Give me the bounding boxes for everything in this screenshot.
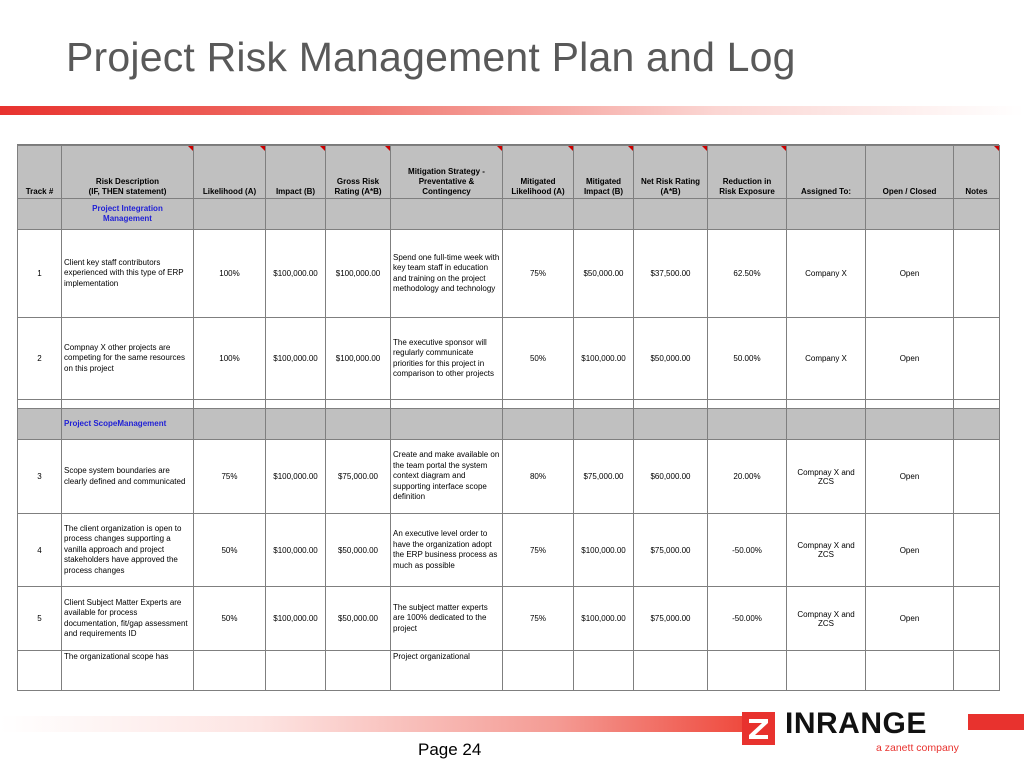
section-cell[interactable]	[194, 199, 266, 230]
cell-reduction[interactable]: 20.00%	[708, 440, 787, 514]
header-mitigated-impact[interactable]: Mitigated Impact (B)	[574, 146, 634, 199]
empty-cell[interactable]	[391, 400, 503, 409]
comment-marker-icon	[568, 146, 573, 151]
cell-impact[interactable]: $100,000.00	[266, 230, 326, 318]
cell-likelihood[interactable]: 100%	[194, 230, 266, 318]
cell-assigned-to[interactable]: Compnay X and ZCS	[787, 514, 866, 587]
cell-mitigation-strategy[interactable]: Spend one full-time week with key team staff in education and training on the project methodology and technology	[391, 230, 503, 318]
cell-net-risk-rating[interactable]: $75,000.00	[634, 514, 708, 587]
cell-notes[interactable]	[954, 230, 1000, 318]
cell-likelihood[interactable]: 75%	[194, 440, 266, 514]
slide-title: Project Risk Management Plan and Log	[66, 34, 796, 80]
cell-mitigated-likelihood[interactable]: 50%	[503, 318, 574, 400]
cell-mitigation-strategy[interactable]: Project organizational	[391, 651, 503, 691]
cell-risk-description[interactable]: The client organization is open to process changes supporting a vanilla approach and project stakeholders have approved the process changes	[62, 514, 194, 587]
cell-mitigated-likelihood[interactable]: 75%	[503, 514, 574, 587]
header-impact[interactable]: Impact (B)	[266, 146, 326, 199]
empty-cell[interactable]	[266, 400, 326, 409]
cell-reduction[interactable]: 62.50%	[708, 230, 787, 318]
cell-impact[interactable]: $100,000.00	[266, 440, 326, 514]
cell-impact[interactable]: $100,000.00	[266, 318, 326, 400]
section-cell[interactable]	[18, 199, 62, 230]
logo-accent-bar	[968, 714, 1024, 730]
section-cell[interactable]	[326, 409, 391, 440]
cell-assigned-to[interactable]	[787, 651, 866, 691]
cell-net-risk-rating[interactable]	[634, 651, 708, 691]
empty-cell[interactable]	[574, 400, 634, 409]
header-open-closed[interactable]: Open / Closed	[866, 146, 954, 199]
comment-marker-icon	[781, 146, 786, 151]
section-cell[interactable]	[18, 409, 62, 440]
cell-mitigated-likelihood[interactable]	[503, 651, 574, 691]
cell-impact[interactable]: $100,000.00	[266, 514, 326, 587]
empty-cell[interactable]	[326, 400, 391, 409]
empty-cell[interactable]	[634, 400, 708, 409]
header-likelihood[interactable]: Likelihood (A)	[194, 146, 266, 199]
section-row-integration	[18, 199, 1000, 230]
cell-notes[interactable]	[954, 587, 1000, 651]
table-row	[18, 230, 1000, 318]
cell-gross-risk[interactable]: $100,000.00	[326, 318, 391, 400]
section-cell[interactable]	[574, 409, 634, 440]
cell-risk-description[interactable]: Client Subject Matter Experts are available for process documentation, fit/gap assessment and requirements ID	[62, 587, 194, 651]
cell-likelihood[interactable]: 100%	[194, 318, 266, 400]
cell-notes[interactable]	[954, 514, 1000, 587]
empty-cell[interactable]	[62, 400, 194, 409]
page-number: Page 24	[418, 740, 482, 759]
cell-mitigation-strategy[interactable]: The executive sponsor will regularly communicate priorities for this project in comparison to other projects	[391, 318, 503, 400]
section-cell[interactable]	[708, 409, 787, 440]
cell-mitigated-likelihood[interactable]: 75%	[503, 587, 574, 651]
header-mitigation-strategy[interactable]: Mitigation Strategy - Preventative & Contingency	[391, 146, 503, 199]
cell-reduction[interactable]: 50.00%	[708, 318, 787, 400]
cell-risk-description[interactable]: Client key staff contributors experienced with this type of ERP implementation	[62, 230, 194, 318]
cell-net-risk-rating[interactable]: $50,000.00	[634, 318, 708, 400]
section-cell[interactable]	[954, 199, 1000, 230]
section-cell[interactable]	[708, 199, 787, 230]
cell-net-risk-rating[interactable]: $37,500.00	[634, 230, 708, 318]
section-cell[interactable]	[787, 199, 866, 230]
cell-reduction[interactable]: -50.00%	[708, 514, 787, 587]
empty-cell[interactable]	[866, 400, 954, 409]
risk-log-table	[17, 145, 1000, 691]
cell-track[interactable]: 5	[18, 587, 62, 651]
cell-likelihood[interactable]: 50%	[194, 587, 266, 651]
header-gross-risk[interactable]: Gross Risk Rating (A*B)	[326, 146, 391, 199]
section-cell[interactable]	[574, 199, 634, 230]
section-cell[interactable]	[954, 409, 1000, 440]
section-cell[interactable]	[634, 409, 708, 440]
table-row	[18, 587, 1000, 651]
cell-status[interactable]: Open	[866, 440, 954, 514]
cell-assigned-to[interactable]: Compnay X and ZCS	[787, 587, 866, 651]
cell-mitigated-impact[interactable]: $100,000.00	[574, 318, 634, 400]
header-net-risk-rating[interactable]: Net Risk Rating (A*B)	[634, 146, 708, 199]
cell-gross-risk[interactable]: $100,000.00	[326, 230, 391, 318]
cell-mitigated-impact[interactable]: $75,000.00	[574, 440, 634, 514]
header-track[interactable]: Track #	[18, 146, 62, 199]
cell-gross-risk[interactable]: $50,000.00	[326, 587, 391, 651]
section-cell[interactable]	[194, 409, 266, 440]
footer-gradient-band	[0, 716, 742, 732]
comment-marker-icon	[385, 146, 390, 151]
cell-risk-description[interactable]: The organizational scope has	[62, 651, 194, 691]
table-row	[18, 514, 1000, 587]
section-cell[interactable]	[634, 199, 708, 230]
header-assigned-to[interactable]: Assigned To:	[787, 146, 866, 199]
header-notes[interactable]: Notes	[954, 146, 1000, 199]
cell-track[interactable]: 4	[18, 514, 62, 587]
cell-reduction[interactable]	[708, 651, 787, 691]
section-title-scope[interactable]: Project ScopeManagement	[62, 409, 194, 440]
cell-mitigated-impact[interactable]	[574, 651, 634, 691]
table-row	[18, 440, 1000, 514]
empty-cell[interactable]	[708, 400, 787, 409]
cell-mitigated-likelihood[interactable]: 75%	[503, 230, 574, 318]
section-cell[interactable]	[326, 199, 391, 230]
section-cell[interactable]	[866, 199, 954, 230]
comment-marker-icon	[320, 146, 325, 151]
brand-name: INRANGE	[785, 707, 927, 740]
section-cell[interactable]	[503, 199, 574, 230]
cell-notes[interactable]	[954, 651, 1000, 691]
cell-assigned-to[interactable]: Compnay X and ZCS	[787, 440, 866, 514]
section-cell[interactable]	[391, 199, 503, 230]
cell-track[interactable]: 3	[18, 440, 62, 514]
risk-log-spreadsheet	[17, 145, 1001, 661]
header-reduction-exposure[interactable]: Reduction in Risk Exposure	[708, 146, 787, 199]
cell-mitigation-strategy[interactable]: An executive level order to have the organization adopt the ERP business process as much as possible	[391, 514, 503, 587]
comment-marker-icon	[628, 146, 633, 151]
cell-net-risk-rating[interactable]: $75,000.00	[634, 587, 708, 651]
brand-tagline: a zanett company	[876, 742, 959, 754]
section-cell[interactable]	[266, 199, 326, 230]
header-risk-description[interactable]: Risk Description (IF, THEN statement)	[62, 146, 194, 199]
section-title-integration[interactable]: Project Integration Management	[62, 199, 194, 230]
cell-mitigation-strategy[interactable]: Create and make available on the team portal the system context diagram and supporting interface scope definition	[391, 440, 503, 514]
cell-assigned-to[interactable]: Company X	[787, 318, 866, 400]
comment-marker-icon	[994, 146, 999, 151]
cell-gross-risk[interactable]: $75,000.00	[326, 440, 391, 514]
empty-cell[interactable]	[787, 400, 866, 409]
comment-marker-icon	[188, 146, 193, 151]
cell-gross-risk[interactable]: $50,000.00	[326, 514, 391, 587]
cell-likelihood[interactable]: 50%	[194, 514, 266, 587]
empty-cell[interactable]	[954, 400, 1000, 409]
cell-track[interactable]	[18, 651, 62, 691]
cell-notes[interactable]	[954, 318, 1000, 400]
cell-status[interactable]: Open	[866, 318, 954, 400]
cell-assigned-to[interactable]: Company X	[787, 230, 866, 318]
empty-cell[interactable]	[18, 400, 62, 409]
cell-impact[interactable]: $100,000.00	[266, 587, 326, 651]
cell-risk-description[interactable]: Compnay X other projects are competing for the same resources on this project	[62, 318, 194, 400]
empty-cell[interactable]	[194, 400, 266, 409]
header-mitigated-likelihood[interactable]: Mitigated Likelihood (A)	[503, 146, 574, 199]
cell-mitigated-impact[interactable]: $100,000.00	[574, 514, 634, 587]
cell-track[interactable]: 2	[18, 318, 62, 400]
section-cell[interactable]	[391, 409, 503, 440]
cell-status[interactable]: Open	[866, 230, 954, 318]
table-row-partial	[18, 651, 1000, 691]
spacer-row	[18, 400, 1000, 409]
cell-risk-description[interactable]: Scope system boundaries are clearly defined and communicated	[62, 440, 194, 514]
zanett-logo-icon	[742, 712, 775, 745]
section-row-scope	[18, 409, 1000, 440]
cell-status[interactable]: Open	[866, 514, 954, 587]
cell-notes[interactable]	[954, 440, 1000, 514]
section-cell[interactable]	[866, 409, 954, 440]
table-row	[18, 318, 1000, 400]
section-cell[interactable]	[787, 409, 866, 440]
comment-marker-icon	[702, 146, 707, 151]
cell-reduction[interactable]: -50.00%	[708, 587, 787, 651]
cell-gross-risk[interactable]	[326, 651, 391, 691]
comment-marker-icon	[260, 146, 265, 151]
title-underline-band	[0, 106, 1024, 115]
section-cell[interactable]	[503, 409, 574, 440]
empty-cell[interactable]	[503, 400, 574, 409]
cell-mitigated-impact[interactable]: $100,000.00	[574, 587, 634, 651]
comment-marker-icon	[497, 146, 502, 151]
cell-likelihood[interactable]	[194, 651, 266, 691]
z-letter-icon	[745, 715, 772, 742]
cell-mitigation-strategy[interactable]: The subject matter experts are 100% dedicated to the project	[391, 587, 503, 651]
cell-track[interactable]: 1	[18, 230, 62, 318]
cell-net-risk-rating[interactable]: $60,000.00	[634, 440, 708, 514]
cell-impact[interactable]	[266, 651, 326, 691]
cell-status[interactable]	[866, 651, 954, 691]
cell-mitigated-likelihood[interactable]: 80%	[503, 440, 574, 514]
section-cell[interactable]	[266, 409, 326, 440]
cell-status[interactable]: Open	[866, 587, 954, 651]
header-row	[18, 146, 1000, 199]
cell-mitigated-impact[interactable]: $50,000.00	[574, 230, 634, 318]
